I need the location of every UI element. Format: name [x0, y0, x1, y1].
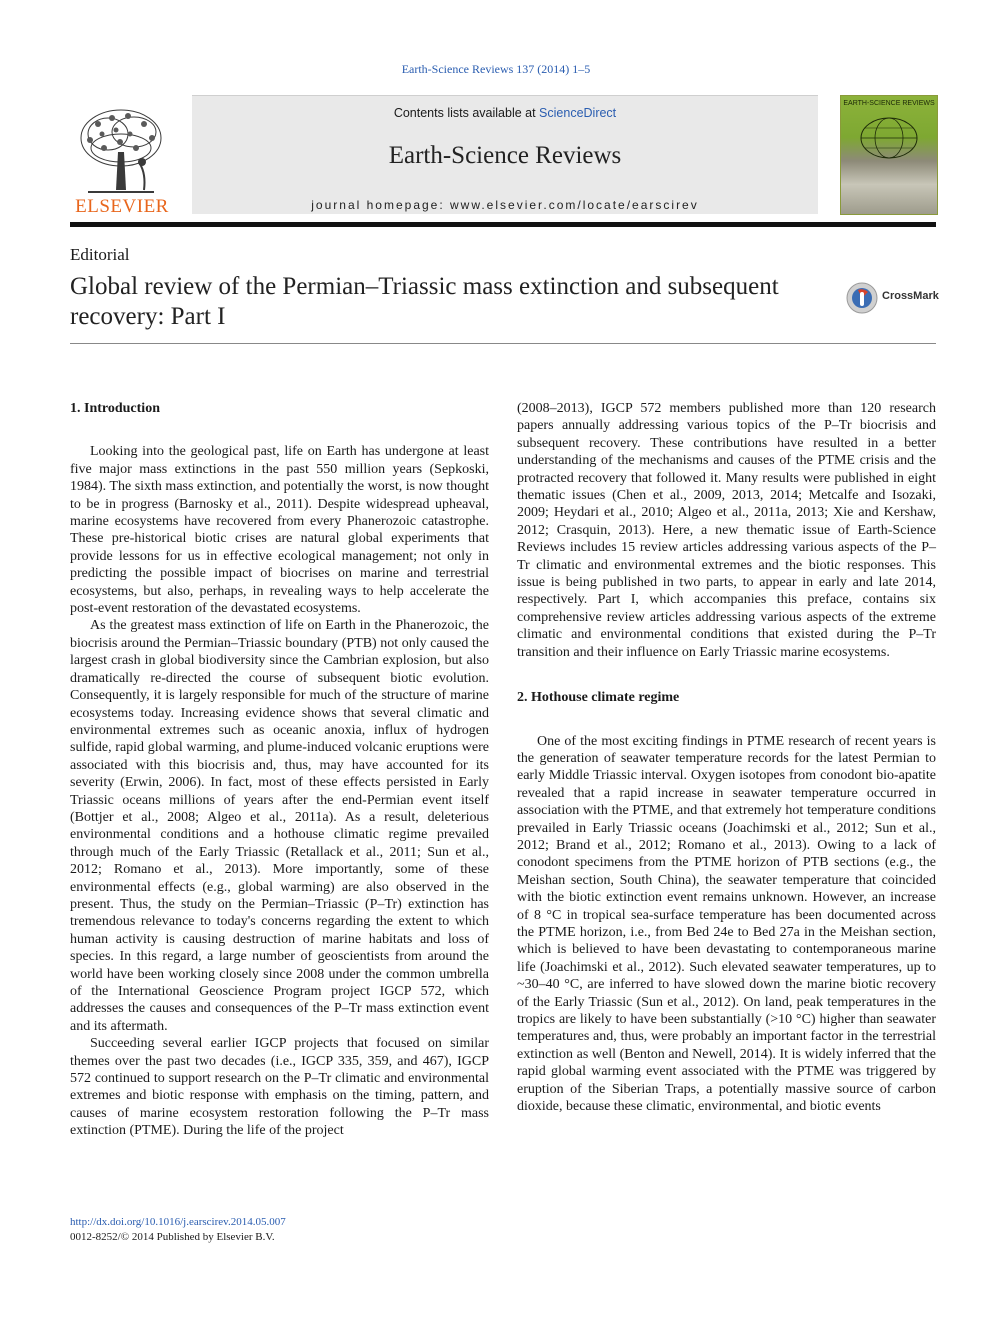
elsevier-wordmark: ELSEVIER	[75, 196, 169, 217]
article-type: Editorial	[70, 245, 130, 264]
cover-globe-icon	[841, 108, 937, 168]
footer	[70, 1215, 286, 1245]
journal-title: Earth-Science Reviews	[388, 142, 622, 169]
journal-masthead	[192, 95, 818, 214]
sciencedirect-link[interactable]: ScienceDirect	[539, 106, 617, 120]
copyright: 0012-8252/© 2014 Published by Elsevier B.V.	[70, 1231, 275, 1243]
contents-prefix: Contents lists available at	[393, 106, 540, 120]
doi-link[interactable]: http://dx.doi.org/10.1016/j.earscirev.2014.05.007	[70, 1216, 286, 1228]
section-1-heading: 1. Introduction	[70, 401, 160, 416]
paragraph: Looking into the geological past, life on Earth has undergone at least five major mass extinctions in the past 550 million years (Sepkoski, 1984). The sixth mass extinction, and potentially the worst, is now thought to be in progress (Barnosky et al., 2011). Despite widespread upheaval, marine ecosystems have recovered from every Phanerozoic catastrophe. These pre-historical biotic crises are natural global experiments that provide lessons for us in effective ecological management; not only in predicting the possible impact of biocrises on marine and terrestrial ecosystems, but also, perhaps, in revealing ways to help accelerate the post-event restoration of the devastated ecosystems.	[70, 444, 489, 617]
journal-homepage[interactable]: journal homepage: www.elsevier.com/locate/earscirev	[311, 198, 699, 212]
right-column	[517, 400, 936, 1115]
title-rule	[70, 343, 936, 344]
cover-title: EARTH-SCIENCE REVIEWS	[843, 100, 935, 107]
section-2-heading: 2. Hothouse climate regime	[517, 690, 680, 706]
paragraph: One of the most exciting findings in PTME research of recent years is the generation of seawater temperature records for the latest Permian to early Middle Triassic interval. Oxygen isotopes from conodont bio-apatite revealed that a rapid increase in seawater temperature occurred in association with the PTME, and that extremely hot temperature conditions prevailed in Early Triassic oceans (Joachimski et al., 2012; Sun et al., 2012; Brand et al., 2012; Romano et al., 2013). Owing to a lack of conodont specimens from the PTME horizon of PTB sections (e.g., the Meishan section, South China), the seawater temperature that coincided with the biotic extinction event remains unknown. However, an increase of 8 °C in tropical sea-surface temperature has been documented across the PTME horizon, i.e., from Bed 24e to Bed 27a in the Meishan section, which is believed to have been devastating to contemporaneous marine life (Joachimski et al., 2012). Such elevated seawater temperatures, up to ~30–40 °C, are inferred to have slowed down the marine biotic recovery of the Early Triassic (Sun et al., 2012). On land, peak temperatures in the tropics are likely to have been substantially (>10 °C) higher than seawater temperatures and, thus, were probably an important factor in the terrestrial extinction as well (Benton and Newell, 2014). It is widely inferred that the rapid global warming event associated with the PTME was triggered by eruption of the Siberian Traps, a potentially massive source of carbon dioxide, because these climatic, environmental, and biotic events	[517, 733, 936, 1115]
contents-line	[192, 106, 818, 120]
paragraph: As the greatest mass extinction of life on Earth in the Phanerozoic, the biocrisis around the Permian–Triassic boundary (PTB) not only caused the largest crash in global biodiversity since the Cambrian explosion, but also dramatically re-directed the course of subsequent biotic evolution. Consequently, it is largely responsible for much of the structure of marine ecosystems today. Increasing evidence shows that several climatic and environmental extremes such as oceanic anoxia, influx of hydrogen sulfide, rapid global warming, and plume-induced volcanic eruptions were associated with this biocrisis and, thus, may have accounted for its severity (Erwin, 2006). In fact, most of these effects persisted in Early Triassic oceans millions of years after the end-Permian event itself (Bottjer et al., 2008; Algeo et al., 2011a). As a result, deleterious environmental conditions and a hothouse climatic regime prevailed through much of the Early Triassic (Retallack et al., 2011; Sun et al., 2012; Romano et al., 2013). More importantly, some of these environmental effects (e.g., global warming) are also observed in the present. Thus, the study on the Permian–Triassic (P–Tr) extinction has tremendous relevance to today's concerns regarding the extent to which human activity is causing destruction of marine habitats and loss of species. In this regard, a large number of geoscientists from around the world have been working closely since 2008 under the common umbrella of the International Geoscience Program project IGCP 572, which addresses the causes and consequences of the P–Tr mass extinction event and its aftermath.	[70, 618, 489, 1034]
paragraph: Succeeding several earlier IGCP projects that focused on similar themes over the past two decades (i.e., IGCP 335, 359, and 467), IGCP 572 continued to support research on the P–Tr climatic and environmental extremes and biotic response with emphasis on the timing, pattern, and causes of marine ecosystem restoration following the P–Tr mass extinction (PTME). During the life of the project	[70, 1036, 489, 1139]
crossmark-label[interactable]: CrossMark	[882, 290, 939, 302]
journal-citation[interactable]	[0, 62, 992, 77]
paragraph-continued: (2008–2013), IGCP 572 members published more than 120 research papers annually addressing various topics of the P–Tr biocrisis and subsequent recovery. These contributions have resulted in a better understanding of the mechanisms and causes of the PTME crisis and the protracted recovery that followed it. Many results were published in eight thematic issues (Chen et al., 2009, 2013, 2014; Metcalfe and Isozaki, 2009; Heydari et al., 2010; Algeo et al., 2011a, 2013; Xie and Kershaw, 2012; Crasquin, 2013). Here, a new thematic issue of Earth-Science Reviews includes 15 review articles addressing various aspects of the P–Tr climatic and environmental extremes and the biotic responses. This issue is being published in two parts, to appear in early and late 2014, respectively. Part I, which accompanies this preface, contains six comprehensive review articles addressing various aspects of the extreme climatic and environmental conditions that existed during the P–Tr transition and their influence on Early Triassic marine ecosystems.	[517, 401, 936, 660]
citation-link[interactable]: Earth-Science Reviews 137 (2014) 1–5	[401, 62, 591, 76]
left-column	[70, 400, 489, 1140]
journal-cover-thumbnail[interactable]	[840, 95, 938, 215]
header-rule	[70, 222, 936, 227]
article-title: Global review of the Permian–Triassic mass extinction and subsequent recovery: Part I	[70, 273, 779, 330]
